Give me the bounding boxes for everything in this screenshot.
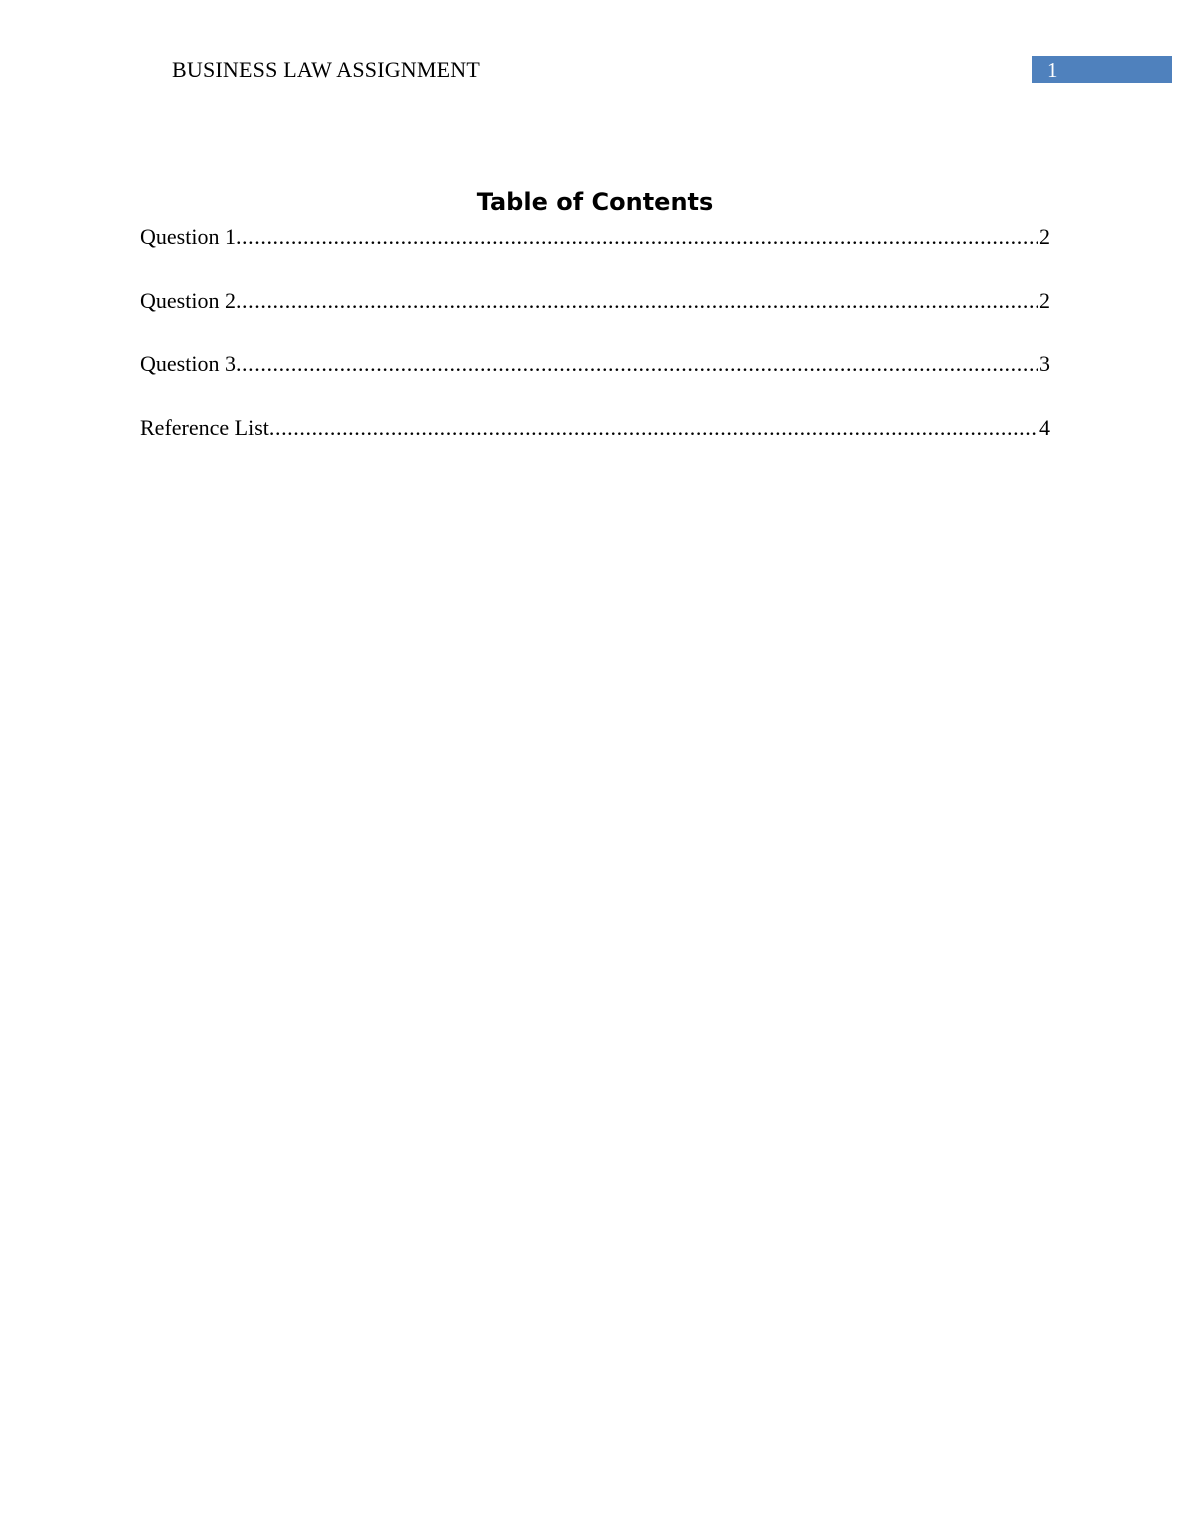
- toc-dot-leader: [236, 222, 1038, 252]
- toc-entry[interactable]: [140, 286, 1050, 350]
- toc-dot-leader: [236, 349, 1038, 379]
- toc-entry-label: Question 1: [140, 224, 236, 249]
- toc-heading: Table of Contents: [476, 188, 714, 216]
- page-number-badge: [1032, 56, 1172, 83]
- toc-dot-leader: [269, 413, 1038, 443]
- toc-list: [140, 222, 1050, 476]
- toc-entry[interactable]: [140, 222, 1050, 286]
- toc-entry-label: Question 2: [140, 287, 236, 313]
- toc-entry[interactable]: [140, 413, 1050, 477]
- toc-entry-page: 2: [1039, 224, 1050, 249]
- page-number: 1: [1047, 58, 1058, 82]
- toc-entry[interactable]: [140, 349, 1050, 413]
- toc-entry-label: Reference List: [140, 414, 269, 440]
- toc-entry-page: 4: [1039, 414, 1050, 440]
- toc-entry-label: Question 3: [140, 351, 236, 376]
- toc-dot-leader: [236, 286, 1038, 316]
- toc-entry-page: 3: [1039, 351, 1050, 376]
- toc-entry-page: 2: [1039, 287, 1050, 313]
- header-title: BUSINESS LAW ASSIGNMENT: [172, 57, 481, 82]
